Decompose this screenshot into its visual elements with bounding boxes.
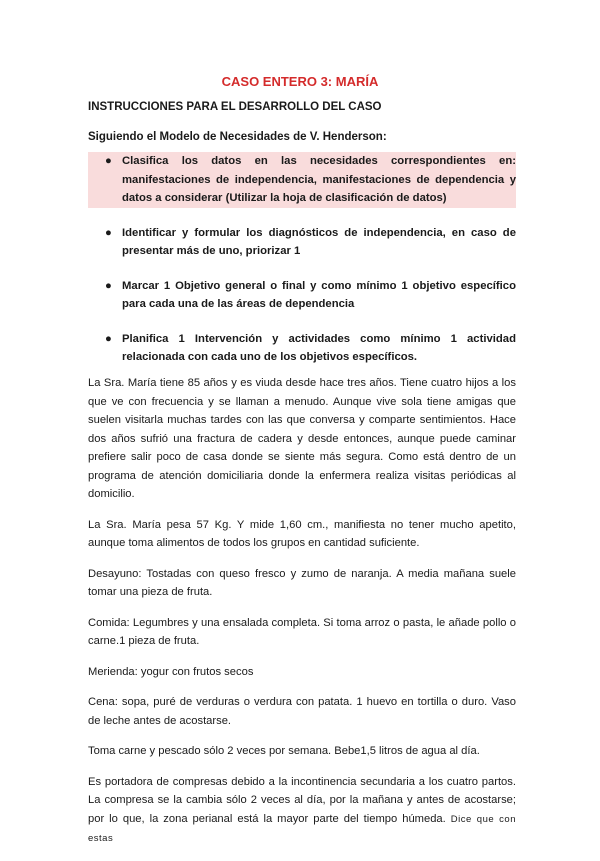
- case-paragraph-tail: Dice que con estas: [88, 813, 516, 844]
- case-paragraph: Cena: sopa, puré de verduras o verdura con patata. 1 huevo en tortilla o duro. Vaso de leche antes de acostarse.: [88, 696, 516, 727]
- case-paragraph: Comida: Legumbres y una ensalada completa. Si toma arroz o pasta, le añade pollo o carne.1 pieza de fruta.: [88, 616, 516, 647]
- case-paragraph: [88, 773, 516, 849]
- bullet-icon: ●: [105, 332, 112, 345]
- instruction-text: Identificar y formular los diagnósticos de independencia, en caso de presentar más de uno, priorizar 1: [122, 226, 516, 257]
- instructions-list: [88, 152, 516, 383]
- document-title: CASO ENTERO 3: MARÍA: [221, 74, 379, 89]
- case-paragraph: Desayuno: Tostadas con queso fresco y zumo de naranja. A media mañana suele tomar una pieza de fruta.: [88, 567, 516, 598]
- instruction-item: [88, 152, 516, 208]
- instruction-item: [88, 224, 516, 261]
- instruction-item: [88, 277, 516, 314]
- instruction-text: Marcar 1 Objetivo general o final y como mínimo 1 objetivo específico para cada una de las áreas de dependencia: [122, 279, 516, 310]
- instruction-item: [88, 330, 516, 367]
- bullet-icon: ●: [105, 155, 112, 167]
- case-paragraph-main: Es portadora de compresas debido a la incontinencia secundaria a los cuatro partos. La compresa se la cambia sólo 2 veces al día, por la mañana y antes de acostarse; por lo que, la zona perianal está la mayor parte del tiempo húmeda.: [88, 775, 516, 825]
- case-description: [88, 374, 516, 861]
- bullet-icon: ●: [105, 226, 112, 239]
- case-paragraph: La Sra. María pesa 57 Kg. Y mide 1,60 cm., manifiesta no tener mucho apetito, aunque toma alimentos de todos los grupos en cantidad suficiente.: [88, 518, 516, 549]
- instruction-text: Clasifica los datos en las necesidades correspondientes en: manifestaciones de independencia, manifestaciones de dependencia y datos a considerar (Utilizar la hoja de clasificación de datos): [122, 155, 516, 204]
- instructions-heading: INSTRUCCIONES PARA EL DESARROLLO DEL CASO: [88, 101, 382, 113]
- model-intro: Siguiendo el Modelo de Necesidades de V. Henderson:: [88, 131, 387, 143]
- case-paragraph: Merienda: yogur con frutos secos: [88, 665, 254, 678]
- instruction-text: Planifica 1 Intervención y actividades como mínimo 1 actividad relacionada con cada uno de los objetivos específicos.: [122, 332, 516, 363]
- bullet-icon: ●: [105, 279, 112, 292]
- case-paragraph: Toma carne y pescado sólo 2 veces por semana. Bebe1,5 litros de agua al día.: [88, 745, 480, 757]
- case-paragraph: La Sra. María tiene 85 años y es viuda desde hace tres años. Tiene cuatro hijos a los que ve con frecuencia y se llaman a menudo. Aunque vive sola tiene amigas que suelen visitarla muchas tardes con las que conversa y comparte sentimientos. Hace dos años sufrió una fractura de cadera y desde entonces, aunque puede caminar prefiere salir poco de casa donde se siente más segura. Como está dentro de un programa de atención domiciliaria donde la enfermera realiza visitas periódicas al domicilio.: [88, 377, 516, 500]
